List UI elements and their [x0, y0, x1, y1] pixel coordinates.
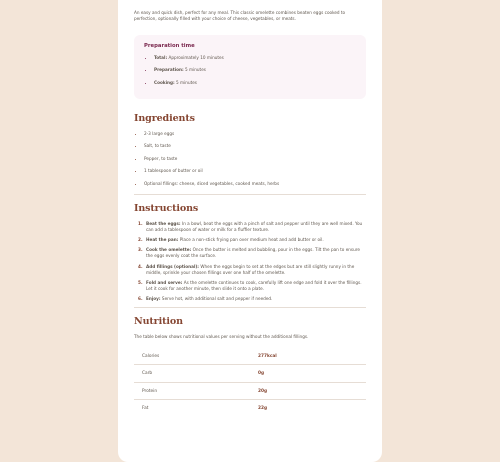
table-row — [134, 382, 366, 400]
section-divider — [134, 194, 366, 195]
recipe-card — [118, 0, 382, 462]
instruction-step — [144, 296, 366, 302]
nutrient-name: Protein — [134, 382, 250, 400]
step-label: Enjoy: — [146, 296, 161, 302]
step-text: Serve hot, with additional salt and pepper if needed. — [161, 296, 273, 302]
step-text: Once the butter is melted and bubbling, pour in the eggs. Tilt the pan to ensure the eggs evenly coat the surface. — [146, 247, 360, 259]
prep-item-preparation — [154, 67, 356, 73]
prep-item-cooking — [154, 80, 356, 86]
instruction-step — [144, 221, 366, 233]
step-label: Heat the pan: — [146, 236, 179, 242]
nutrient-value: 277kcal — [250, 348, 366, 365]
nutrient-value: 0g — [250, 365, 366, 383]
instructions-heading: Instructions — [134, 202, 199, 214]
nutrient-value: 20g — [250, 382, 366, 400]
prep-item-value: 5 minutes — [185, 67, 206, 73]
preparation-box — [134, 35, 366, 99]
preparation-list — [144, 55, 356, 86]
list-item: • Salt, to taste — [144, 143, 366, 149]
step-text: As the omelette continues to cook, carefully lift one edge and fold it over the fillings. Let it cook for another minute, then slide it onto a plate. — [146, 279, 362, 292]
step-label: Beat the eggs: — [146, 220, 181, 226]
list-item: • Pepper, to taste — [144, 156, 366, 162]
step-text: In a bowl, beat the eggs with a pinch of salt and pepper until they are well mixed. You can add a tablespoon of water or milk for a fluffier texture. — [146, 220, 363, 232]
prep-item-label: Cooking: — [154, 80, 175, 85]
nutrition-table — [134, 348, 366, 417]
instruction-step — [144, 247, 366, 259]
instructions-list — [134, 221, 366, 303]
nutrient-name: Fat — [142, 406, 149, 412]
ingredients-list — [134, 131, 366, 187]
step-label: Cook the omelette: — [146, 247, 192, 253]
prep-item-value: Approximately 10 minutes — [168, 54, 224, 60]
step-label: Fold and serve: — [146, 279, 183, 285]
nutrition-heading: Nutrition — [134, 315, 183, 327]
prep-item-label: Total: — [154, 54, 168, 60]
preparation-title: Preparation time — [144, 42, 195, 49]
nutrient-value: 22g — [258, 406, 268, 412]
instruction-step — [144, 237, 366, 243]
step-text: Place a non-stick frying pan over medium heat and add butter or oil. — [179, 236, 324, 242]
section-divider — [134, 307, 366, 308]
step-text: When the eggs begin to set at the edges but are still slightly runny in the middle, sprinkle your chosen fillings over one half of the omelette. — [146, 263, 355, 275]
prep-item-label: Preparation: — [154, 67, 184, 73]
list-item: • Optional fillings: cheese, diced vegetables, cooked meats, herbs — [144, 181, 366, 187]
instruction-step — [144, 280, 366, 292]
table-row — [134, 365, 366, 383]
ingredients-heading: Ingredients — [134, 112, 195, 124]
list-item: • 2-3 large eggs — [144, 131, 366, 137]
nutrition-description: The table below shows nutritional values per serving without the additional fillings. — [134, 333, 309, 339]
table-row — [134, 400, 366, 417]
prep-item-total — [154, 55, 356, 61]
table-row — [134, 348, 366, 365]
nutrient-name: Calories — [134, 348, 250, 365]
list-item: • 1 tablespoon of butter or oil — [144, 168, 366, 174]
instruction-step — [144, 264, 366, 276]
step-label: Add fillings (optional): — [146, 263, 199, 269]
recipe-intro: An easy and quick dish, perfect for any meal. This classic omelette combines beaten eggs cooked to perfection, optionally filled with your choice of cheese, vegetables, or meats. — [134, 10, 346, 22]
nutrient-name: Carb — [134, 365, 250, 383]
prep-item-value: 5 minutes — [176, 80, 197, 85]
